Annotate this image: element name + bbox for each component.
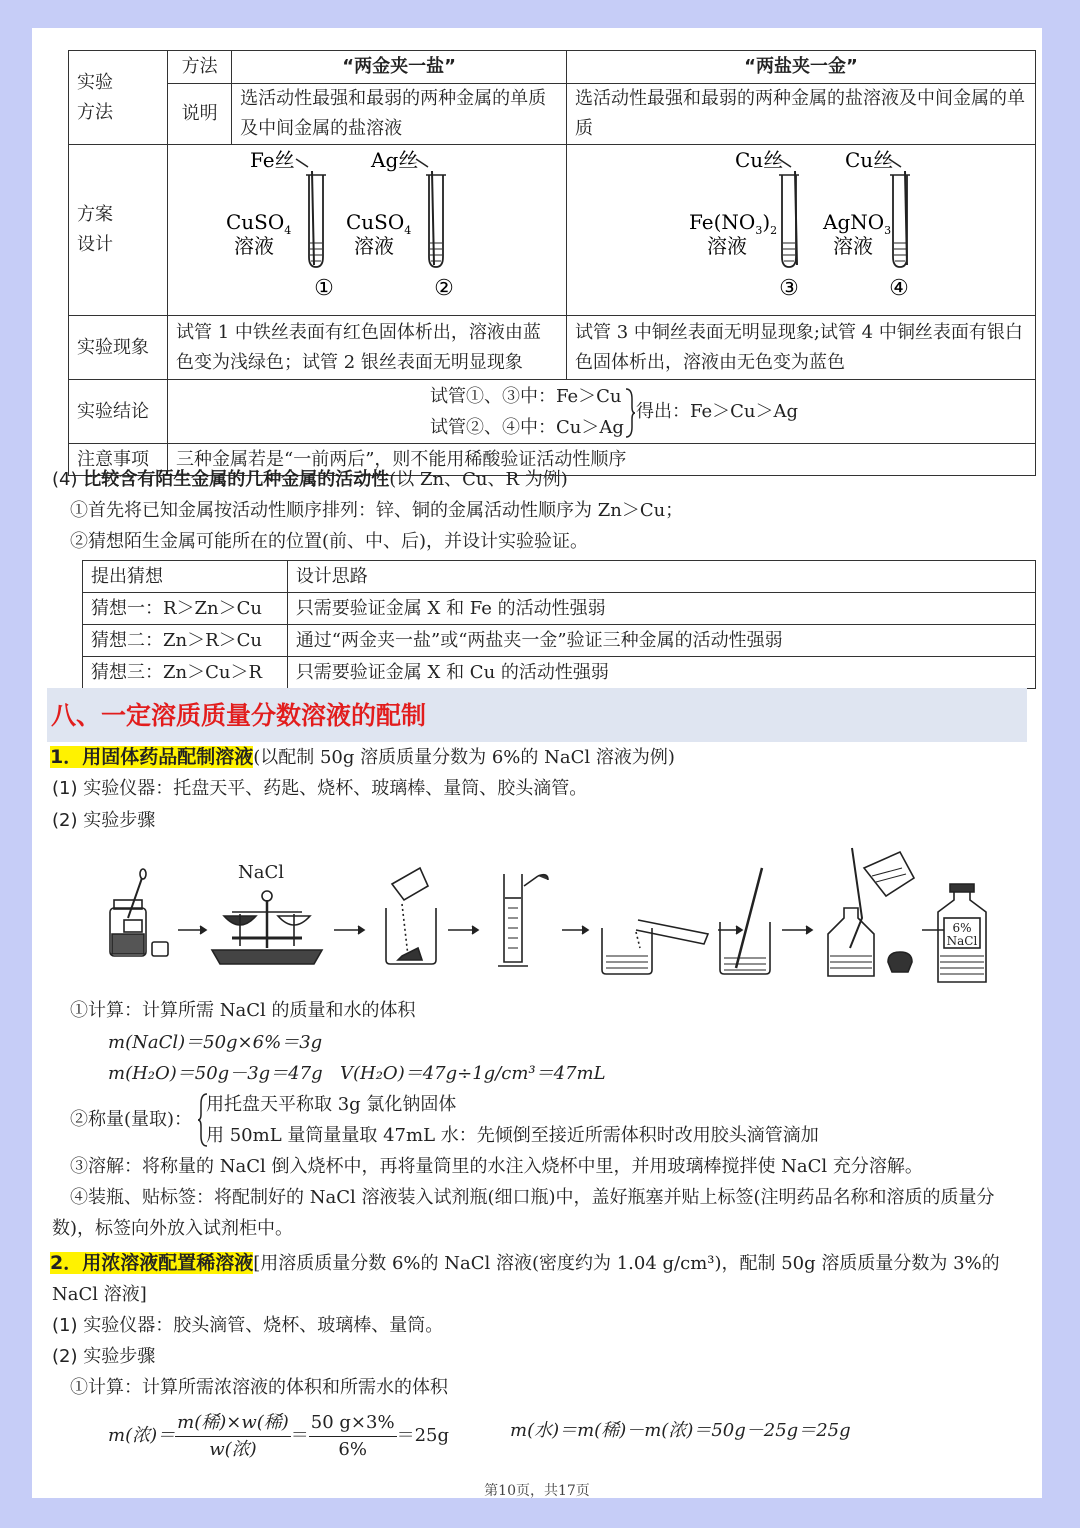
weigh-label: ②称量(量取)： [70,1109,193,1130]
svg-text:AgNO3: AgNO$_3$ [823,210,892,237]
test-tube-4 [822,148,910,301]
conclusion-label: 实验结论 [69,380,168,444]
part2-steps-label: (2) 实验步骤 [52,1346,156,1367]
comparison-table [68,50,1036,476]
test-tube-1 [226,148,334,301]
reagent-bottle-fill-icon [828,848,914,976]
section-heading: 八、一定溶质质量分数溶液的配制 [47,688,1027,742]
design-1: 只需要验证金属 X 和 Fe 的活动性强弱 [287,593,1035,625]
part1-title: 1．用固体药品配制溶液(以配制 50g 溶质质量分数为 6%的 NaCl 溶液为例) [50,746,675,768]
note-text: 三种金属若是“一前两后”，则不能用稀酸验证活动性顺序 [168,444,1036,476]
sec4-step-2: ②猜想陌生金属可能所在的位置(前、中、后)，并设计实验验证。 [70,531,589,552]
tube-1-solution: CuSO [226,210,285,234]
procedure-diagram [102,838,992,988]
tube-4-solution: AgNO [823,210,885,234]
tube-2-wire-label: Ag丝 [371,148,419,172]
nacl-label: NaCl [238,862,285,883]
tube-2-number: ② [434,276,454,301]
method-col-label: 方法 [168,51,232,84]
part1-steps-label: (2) 实验步骤 [52,810,156,831]
guess-1: 猜想一：R＞Zn＞Cu [83,593,288,625]
phenomenon-b: 试管 3 中铜丝表面无明显现象;试管 4 中铜丝表面有银白色固体析出，溶液由无色变为蓝色 [567,316,1036,380]
guess-2: 猜想二：Zn＞R＞Cu [83,625,288,657]
tube-3-wire-label: Cu丝 [735,148,784,172]
phenomenon-label: 实验现象 [69,316,168,380]
phenomenon-a: 试管 1 中铁丝表面有红色固体析出，溶液由蓝色变为浅绿色；试管 2 银丝表面无明显现象 [168,316,567,380]
sec4-title: (4) 比较含有陌生金属的几种金属的活动性(以 Zn、Cu、R 为例) [52,469,568,490]
design-2: 通过“两金夹一盐”或“两盐夹一金”验证三种金属的活动性强弱 [287,625,1035,657]
part2-title: 2．用浓溶液配置稀溶液[用溶质质量分数 6%的 NaCl 溶液(密度约为 1.04 g/cm³)，配制 50g 溶质质量分数为 3%的 [50,1252,1000,1274]
bottle-label-name: NaCl [946,934,978,948]
tube-1-number: ① [314,276,334,301]
explain-b: 选活动性最强和最弱的两种金属的盐溶液及中间金属的单质 [567,84,1036,145]
page-footer: 第10页，共17页 [484,1483,590,1498]
method-a-title: “两金夹一盐” [232,51,567,84]
bottle-step-1: ④装瓶、贴标签：将配制好的 NaCl 溶液装入试剂瓶(细口瓶)中，盖好瓶塞并贴上标签(注明药品名称和溶质的质量分 [70,1187,995,1208]
svg-text:CuSO4: CuSO$_4$ [226,210,292,237]
weigh-step-1: 用托盘天平称取 3g 氯化钠固体 [206,1094,457,1115]
tube-diagram-a [168,145,566,305]
conclusion-line-1: 试管①、③中：Fe＞Cu [430,385,622,407]
dilution-formula: m(浓)＝ $\frac{\text{m(稀)×w(稀)}}{\text{w(浓)}}$ ＝ $\frac{50 g\times 3\%}{6\%}$ ＝25g [108,1411,450,1460]
svg-text:CuSO4: CuSO$_4$ [346,210,412,237]
tube-3-solution: Fe(NO [689,210,756,234]
tube-4-wire-label: Cu丝 [845,148,894,172]
document-page [32,28,1042,1498]
labeled-bottle-icon [932,878,992,990]
conclusion-cell [168,380,1036,444]
graduated-cylinder-icon [498,874,548,966]
tube-diagram-b [567,145,1035,305]
tube-3-solution-word: 溶液 [707,234,747,258]
conclusion-line-2: 试管②、④中：Cu＞Ag [430,416,624,438]
design-label: 方案 设计 [69,145,168,316]
calc-title: ①计算：计算所需 NaCl 的质量和水的体积 [70,1000,416,1021]
beaker-pour-icon [386,868,436,964]
design-a-cell [168,145,567,316]
guess-3: 猜想三：Zn＞Cu＞R [83,657,288,689]
part2-instruments: (1) 实验仪器：胶头滴管、烧杯、玻璃棒、量筒。 [52,1315,444,1336]
sec4-step-1: ①首先将已知金属按活动性顺序排列：锌、铜的金属活动性顺序为 Zn＞Cu； [70,500,684,521]
design-3: 只需要验证金属 X 和 Cu 的活动性强弱 [287,657,1035,689]
balance-icon [212,862,322,964]
test-tube-2 [346,148,454,301]
calc-water-volume: V(H₂O)＝47g÷1g/cm³＝47mL [340,1063,606,1084]
tube-3-number: ③ [779,276,799,301]
calc-water-mass: m(H₂O)＝50g－3g＝47g [108,1063,323,1084]
reagent-jar-icon [110,869,168,956]
bottle-step-2: 数)，标签向外放入试剂柜中。 [52,1218,294,1239]
beaker-stir-icon [718,868,770,974]
weigh-step-2: 用 50mL 量筒量量取 47mL 水：先倾倒至接近所需体积时改用胶头滴管滴加 [206,1125,819,1146]
guess-header: 提出猜想 [83,561,288,593]
test-tube-3 [689,148,799,301]
design-header: 设计思路 [287,561,1035,593]
water-formula: m(水)＝m(稀)－m(浓)＝50g－25g＝25g [510,1420,851,1441]
tube-4-solution-word: 溶液 [833,234,873,258]
bottle-label-percent: 6% [952,921,972,935]
part1-instruments: (1) 实验仪器：托盘天平、药匙、烧杯、玻璃棒、量筒、胶头滴管。 [52,778,588,799]
conclusion-result: 得出：Fe＞Cu＞Ag [636,400,799,422]
tube-2-solution-word: 溶液 [354,234,394,258]
method-row-label: 实验 方法 [69,51,168,145]
svg-text:Fe(NO3)2: $Fe(NO_3)_2$ [689,210,778,237]
part2-title-cont: NaCl 溶液] [52,1284,147,1305]
brace [624,387,636,439]
design-b-cell [567,145,1036,316]
calc-nacl: m(NaCl)＝50g×6%＝3g [108,1032,323,1053]
note-label: 注意事项 [69,444,168,476]
tube-2-solution: CuSO [346,210,405,234]
explain-a: 选活动性最强和最弱的两种金属的单质及中间金属的盐溶液 [232,84,567,145]
tube-4-number: ④ [889,276,909,301]
tube-1-solution-word: 溶液 [234,234,274,258]
tube-1-wire-label: Fe丝 [250,148,295,172]
dissolve-step: ③溶解：将称量的 NaCl 倒入烧杯中，再将量筒里的水注入烧杯中里，并用玻璃棒搅拌使 NaCl 充分溶解。 [70,1156,923,1177]
beaker-pour-water-icon [602,920,708,974]
explain-col-label: 说明 [168,84,232,145]
part2-calc-title: ①计算：计算所需浓溶液的体积和所需水的体积 [70,1377,448,1398]
method-b-title: “两盐夹一金” [567,51,1036,84]
guess-table [82,560,1036,689]
